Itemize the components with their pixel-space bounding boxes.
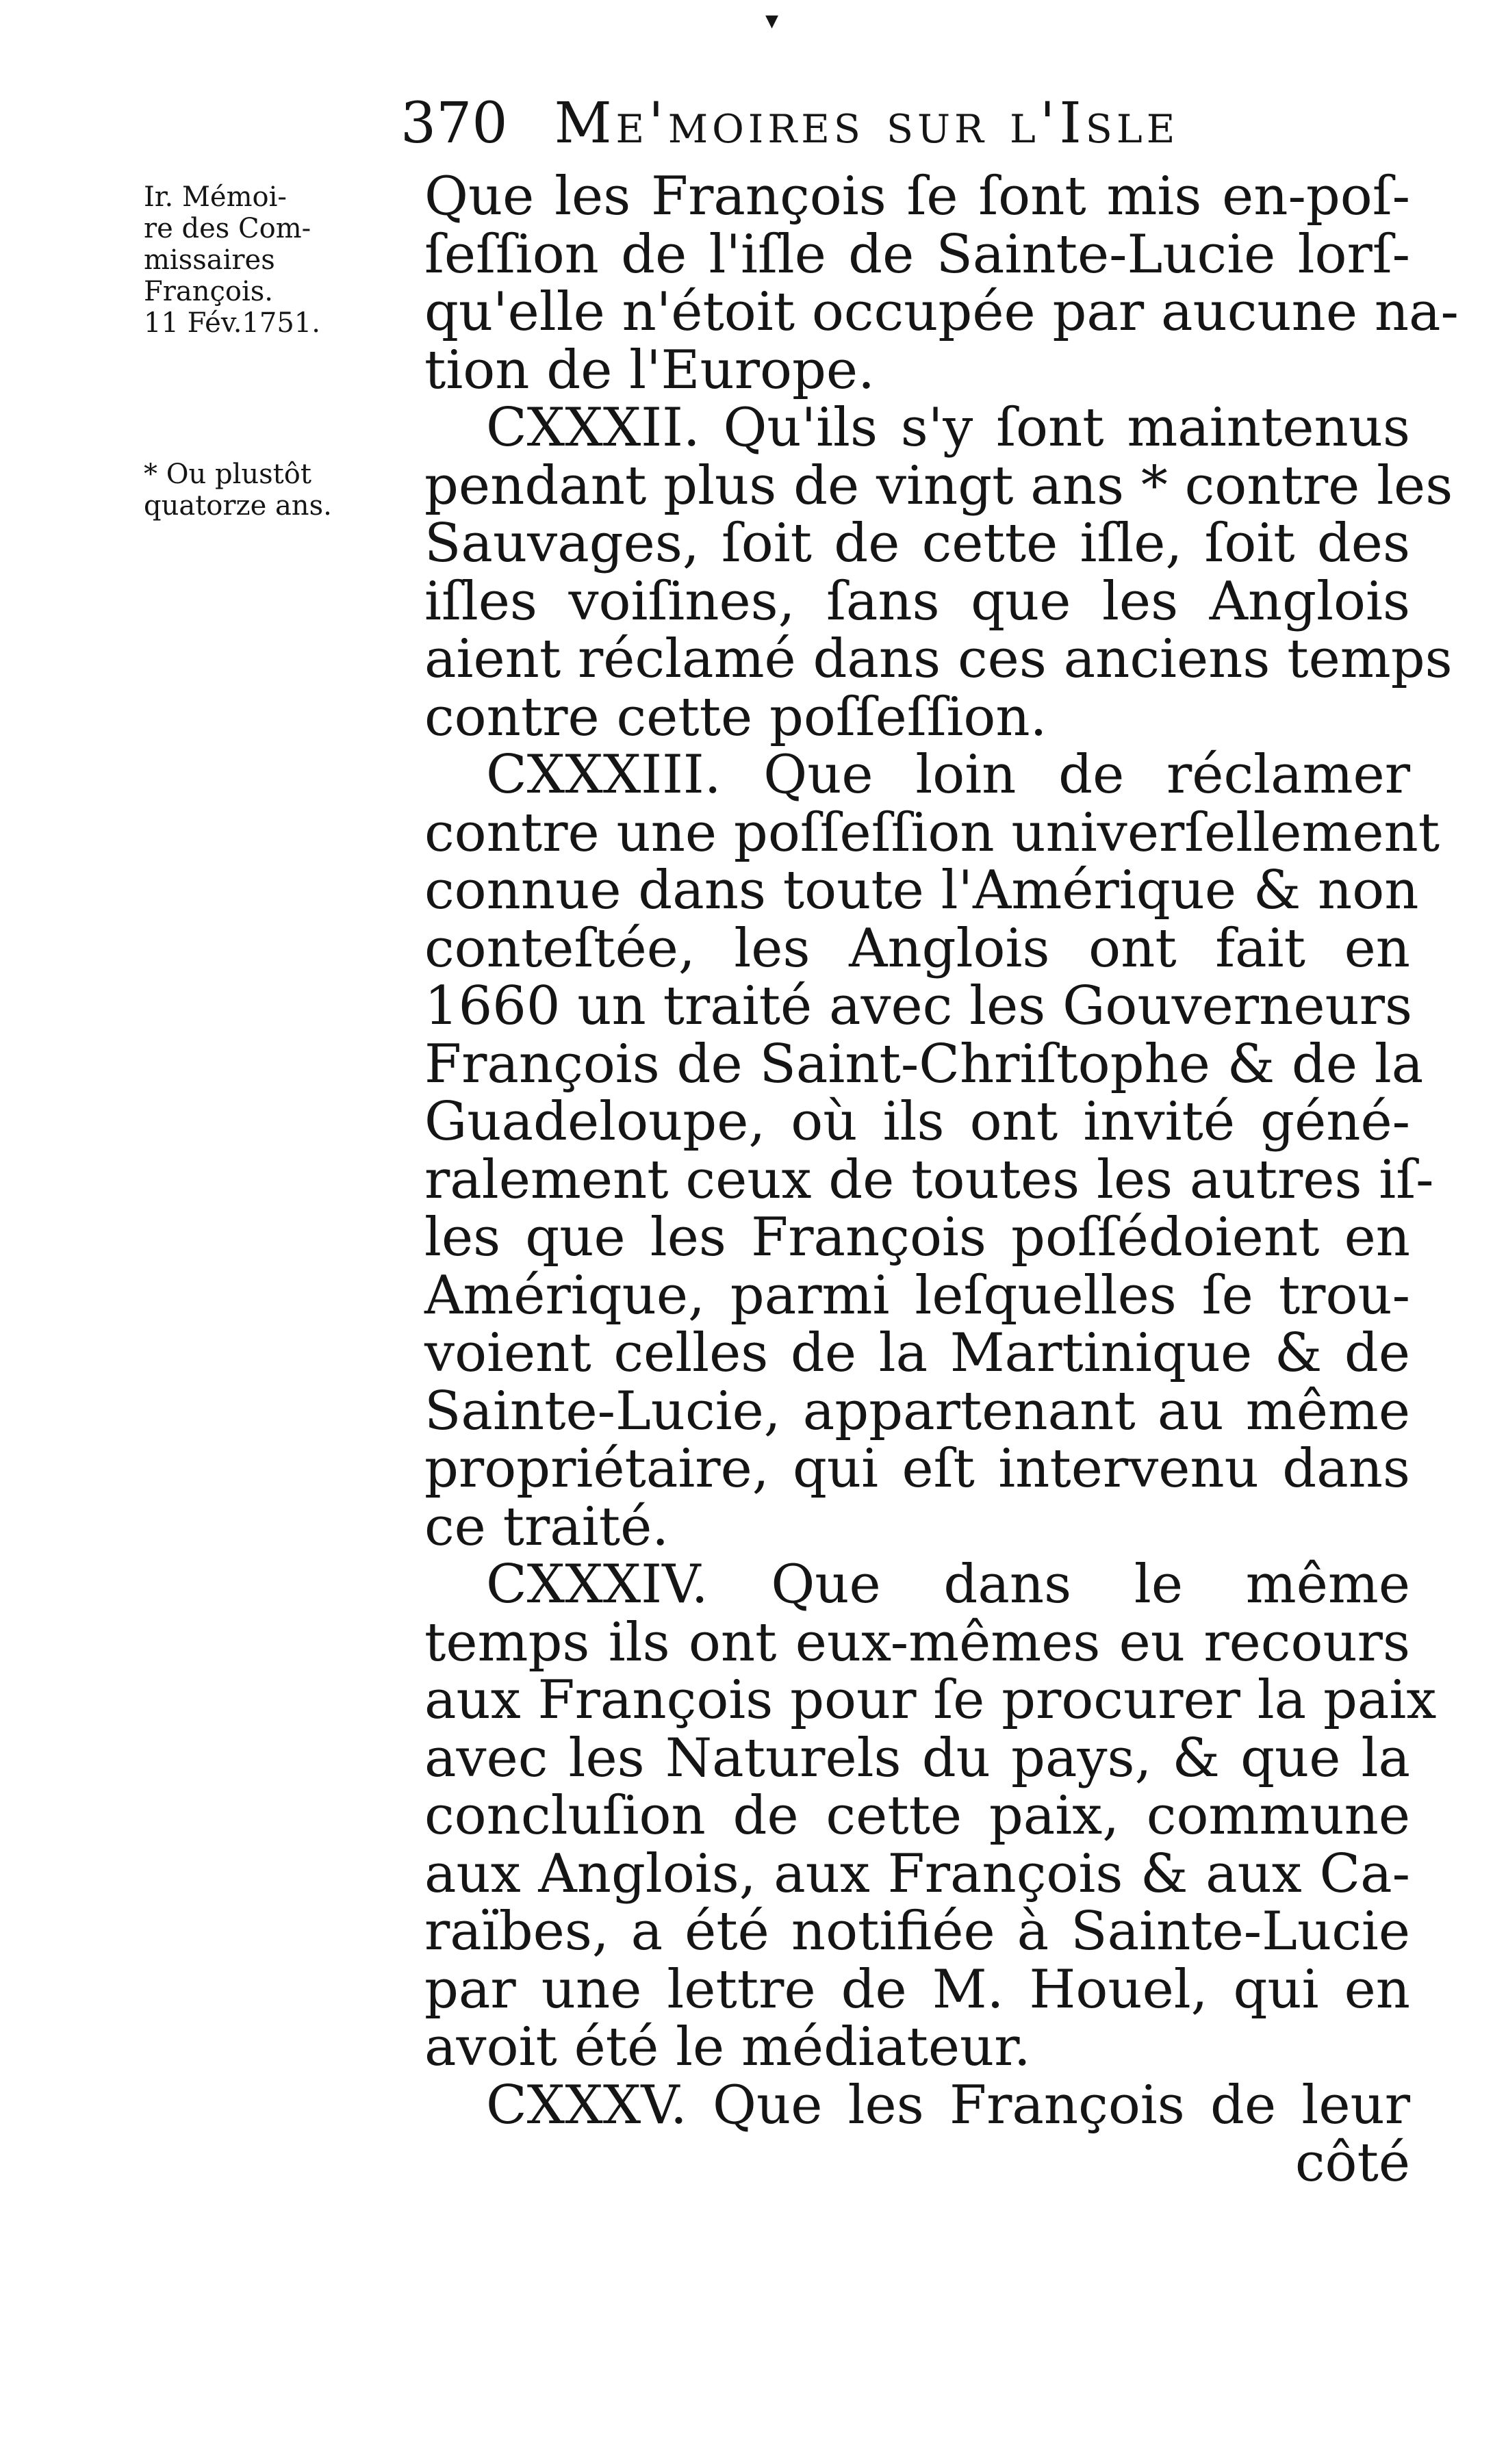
text-line: qu'elle n'étoit occupée par aucune na- [424, 281, 1459, 343]
margin-note-memoire [144, 181, 320, 339]
text-line: Amérique, parmi leſquelles ſe trou- [424, 1264, 1410, 1326]
text-line: ſeſſion de l'iſle de Sainte-Lucie lorſ- [424, 223, 1410, 285]
text-line: temps ils ont eux-mêmes eu recours [424, 1611, 1410, 1673]
top-mark: ▾ [765, 5, 779, 35]
margin-note-line: Ir. Mémoi- [144, 181, 287, 213]
running-title: Me'moires sur l'Isle [554, 91, 1179, 156]
text-line: Sainte-Lucie, appartenant au même [424, 1380, 1410, 1442]
text-line: conteſtée, les Anglois ont fait en [424, 917, 1410, 979]
text-line: concluſion de cette paix, commune [424, 1785, 1410, 1847]
text-line: CXXXV. Que les François de leur [486, 2074, 1410, 2136]
text-line: les que les François poſſédoient en [424, 1207, 1410, 1268]
text-line: aux Anglois, aux François & aux Ca- [424, 1843, 1410, 1905]
margin-note-line: * Ou plustôt [144, 459, 311, 490]
text-line: contre une poſſeſſion univerſellement [424, 801, 1440, 864]
text-line: propriétaire, qui eſt intervenu dans [424, 1438, 1410, 1500]
margin-note-line: François. [144, 276, 274, 307]
text-line: tion de l'Europe. [424, 339, 875, 401]
running-header [400, 91, 1407, 156]
text-line: avoit été le médiateur. [424, 2016, 1031, 2078]
text-line: CXXXII. Qu'ils s'y ſont maintenus [486, 397, 1410, 459]
margin-note-line: 11 Fév.1751. [144, 307, 320, 339]
text-line: contre cette poſſeſſion. [424, 686, 1047, 748]
text-line: voient celles de la Martinique & de [424, 1322, 1410, 1384]
text-line: CXXXIII. Que loin de réclamer [486, 744, 1410, 806]
text-line: Sauvages, ſoit de cette iſle, ſoit des [424, 513, 1410, 574]
text-line: par une lettre de M. Houel, qui en [424, 1958, 1410, 2020]
text-line: Que les François ſe ſont mis en-poſ- [424, 166, 1410, 227]
text-line: pendant plus de vingt ans * contre les [424, 454, 1453, 517]
text-line: Guadeloupe, où ils ont invité géné- [424, 1091, 1410, 1153]
catchword: côté [1294, 2132, 1410, 2194]
text-line: connue dans toute l'Amérique & non [424, 860, 1419, 921]
text-line: 1660 un traité avec les Gouverneurs [424, 975, 1413, 1037]
text-line: CXXXIV. Que dans le même [486, 1554, 1410, 1615]
text-line: François de Saint-Chriſtophe & de la [424, 1033, 1424, 1095]
text-line: iſles voiſines, ſans que les Anglois [424, 570, 1410, 632]
margin-note-footnote [144, 459, 332, 522]
text-line: raïbes, a été notifiée à Sainte-Lucie [424, 1901, 1410, 1962]
text-line: ralement ceux de toutes les autres iſ- [424, 1148, 1434, 1211]
text-line: aient réclamé dans ces anciens temps [424, 628, 1453, 690]
margin-note-line: quatorze ans. [144, 490, 332, 522]
text-line: avec les Naturels du pays, & que la [424, 1727, 1410, 1789]
body-text [424, 166, 1459, 2194]
page-number: 370 [400, 91, 508, 156]
text-line: ce traité. [424, 1496, 669, 1558]
margin-note-line: missaires [144, 244, 275, 276]
text-line: aux François pour ſe procurer la paix [424, 1669, 1437, 1731]
margin-note-line: re des Com- [144, 213, 311, 244]
